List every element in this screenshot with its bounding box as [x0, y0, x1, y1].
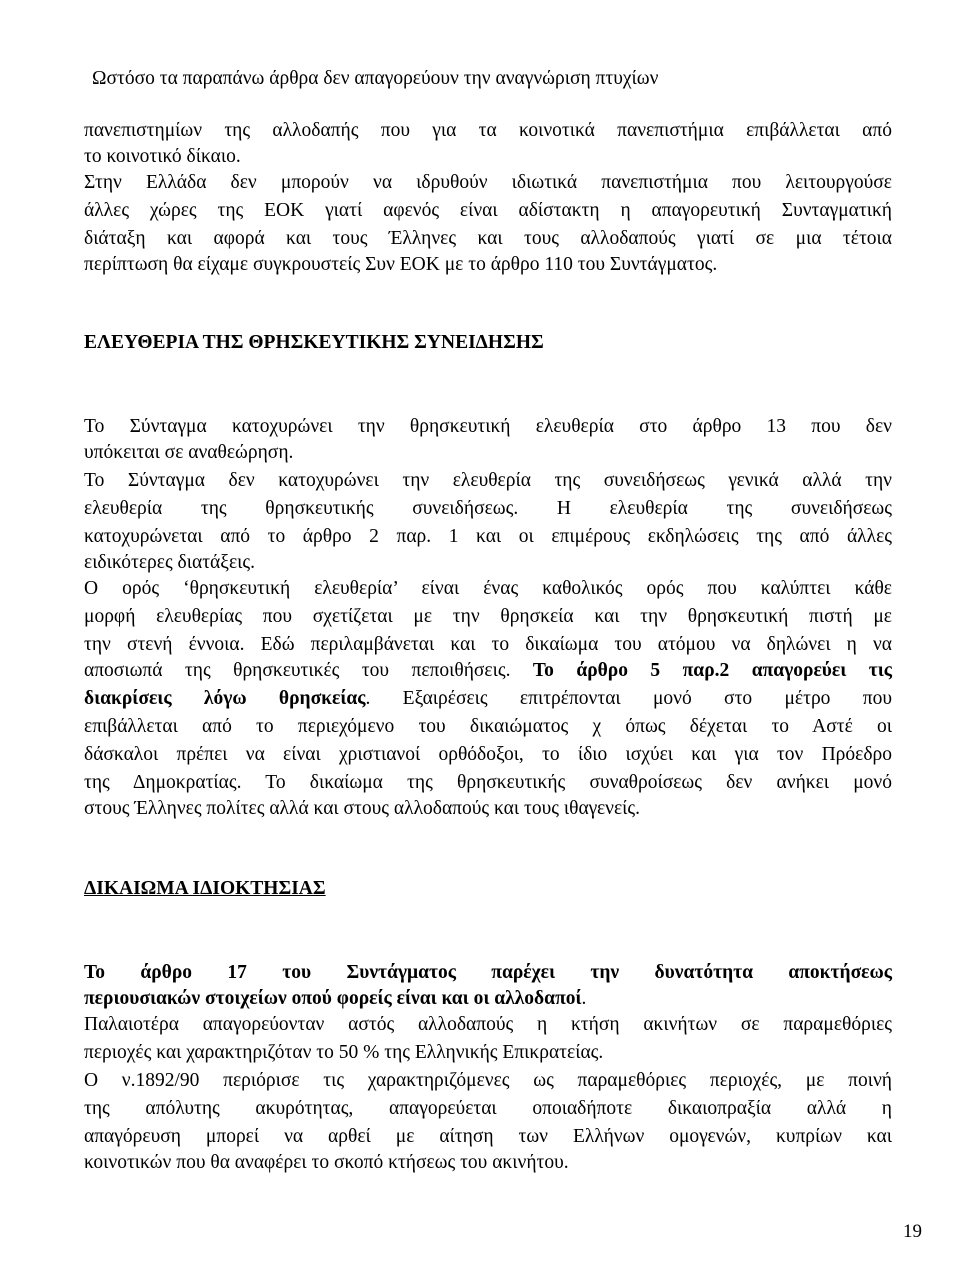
section1-line: δάσκαλοι πρέπει να είναι χριστιανοί ορθόδοξοι, το ίδιο ισχύει και για τον Πρόεδρο	[84, 744, 892, 765]
intro-line: άλλες χώρες της ΕΟΚ γιατί αφενός είναι αδίστακτη η απαγορευτική Συνταγματική	[84, 200, 892, 221]
section1-line10-bold: Το άρθρο 5 παρ.2 απαγορεύει τις	[532, 660, 892, 681]
section1-line: επιβάλλεται από το περιεχόμενο του δικαιώματος χ όπως δέχεται το Αστέ οι	[84, 716, 892, 737]
section1-line: Ο ορός ‘θρησκευτική ελευθερία’ είναι ένας καθολικός ορός που καλύπτει κάθε	[84, 578, 892, 599]
section2-line: της απόλυτης ακυρότητας, απαγορεύεται οποιαδήποτε δικαιοπραξία αλλά η	[84, 1098, 892, 1119]
section2-bold-tail: .	[581, 988, 587, 1009]
section2-line: απαγόρευση μπορεί να αρθεί με αίτηση των Ελλήνων ομογενών, κυπρίων και	[84, 1126, 892, 1147]
section1-line: Το Σύνταγμα κατοχυρώνει την θρησκευτική ελευθερία στο άρθρο 13 που δεν	[84, 416, 892, 437]
section1-line: μορφή ελευθερίας που σχετίζεται με την θρησκεία και την θρησκευτική πιστή με	[84, 606, 892, 627]
section2-bold-line: Το άρθρο 17 του Συντάγματος παρέχει την δυνατότητα αποκτήσεως	[84, 962, 892, 983]
section1-line: Το Σύνταγμα δεν κατοχυρώνει την ελευθερία της συνειδήσεως γενικά αλλά την	[84, 470, 892, 491]
page-number: 19	[903, 1221, 922, 1242]
section1-line: στους Έλληνες πολίτες αλλά και στους αλλοδαπούς και τους ιθαγενείς.	[84, 798, 640, 819]
section1-line: υπόκειται σε αναθεώρηση.	[84, 442, 294, 463]
section1-line: ειδικότερες διατάξεις.	[84, 552, 255, 573]
section1-line-mixed	[84, 686, 892, 712]
section-heading-property-right: ΔΙΚΑΙΩΜΑ ΙΔΙΟΚΤΗΣΙΑΣ	[84, 878, 326, 899]
section1-line11-normal: . Εξαιρέσεις επιτρέπονται μονό στο μέτρο που	[365, 688, 892, 709]
section1-line10-normal: αποσιωπά της θρησκευτικές του πεποιθήσεις.	[84, 660, 533, 681]
intro-first-line: Ωστόσο τα παραπάνω άρθρα δεν απαγορεύουν την αναγνώριση πτυχίων	[92, 68, 659, 89]
section2-bold-line-2	[84, 986, 892, 1012]
section2-line: κοινοτικών που θα αναφέρει το σκοπό κτήσεως του ακινήτου.	[84, 1152, 569, 1173]
section1-line11-bold: διακρίσεις λόγω θρησκείας	[84, 688, 366, 709]
section1-line: την στενή έννοια. Εδώ περιλαμβάνεται και το δικαίωμα του ατόμου να δηλώνει η να	[84, 634, 892, 655]
section1-line-mixed	[84, 658, 892, 684]
section1-line: ελευθερία της θρησκευτικής συνειδήσεως. Η ελευθερία της συνειδήσεως	[84, 498, 892, 519]
section2-line: Παλαιοτέρα απαγορεύονταν αστός αλλοδαπούς η κτήση ακινήτων σε παραμεθόριες	[84, 1014, 892, 1035]
intro-line: περίπτωση θα είχαμε συγκρουστείς Συν ΕΟΚ με το άρθρο 110 του Συντάγματος.	[84, 254, 718, 275]
intro-line: Στην Ελλάδα δεν μπορούν να ιδρυθούν ιδιωτικά πανεπιστήμια που λειτουργούσε	[84, 172, 892, 193]
section1-line: κατοχυρώνεται από το άρθρο 2 παρ. 1 και οι επιμέρους εκδηλώσεις της από άλλες	[84, 526, 892, 547]
section2-bold-text: περιουσιακών στοιχείων οπού φορείς είναι και οι αλλοδαποί	[84, 988, 582, 1009]
section2-line: Ο ν.1892/90 περιόρισε τις χαρακτηριζόμενες ως παραμεθόριες περιοχές, με ποινή	[84, 1070, 892, 1091]
intro-line: πανεπιστημίων της αλλοδαπής που για τα κοινοτικά πανεπιστήμια επιβάλλεται από	[84, 120, 892, 141]
intro-line: διάταξη και αφορά και τους Έλληνες και τους αλλοδαπούς γιατί σε μια τέτοια	[84, 228, 892, 249]
section2-line: περιοχές και χαρακτηριζόταν το 50 % της Ελληνικής Επικρατείας.	[84, 1042, 604, 1063]
intro-line: το κοινοτικό δίκαιο.	[84, 146, 241, 167]
section1-line: της Δημοκρατίας. Το δικαίωμα της θρησκευτικής συναθροίσεως δεν ανήκει μονό	[84, 772, 892, 793]
section-heading-religious-freedom: ΕΛΕΥΘΕΡΙΑ ΤΗΣ ΘΡΗΣΚΕΥΤΙΚΗΣ ΣΥΝΕΙΔΗΣΗΣ	[84, 332, 544, 353]
